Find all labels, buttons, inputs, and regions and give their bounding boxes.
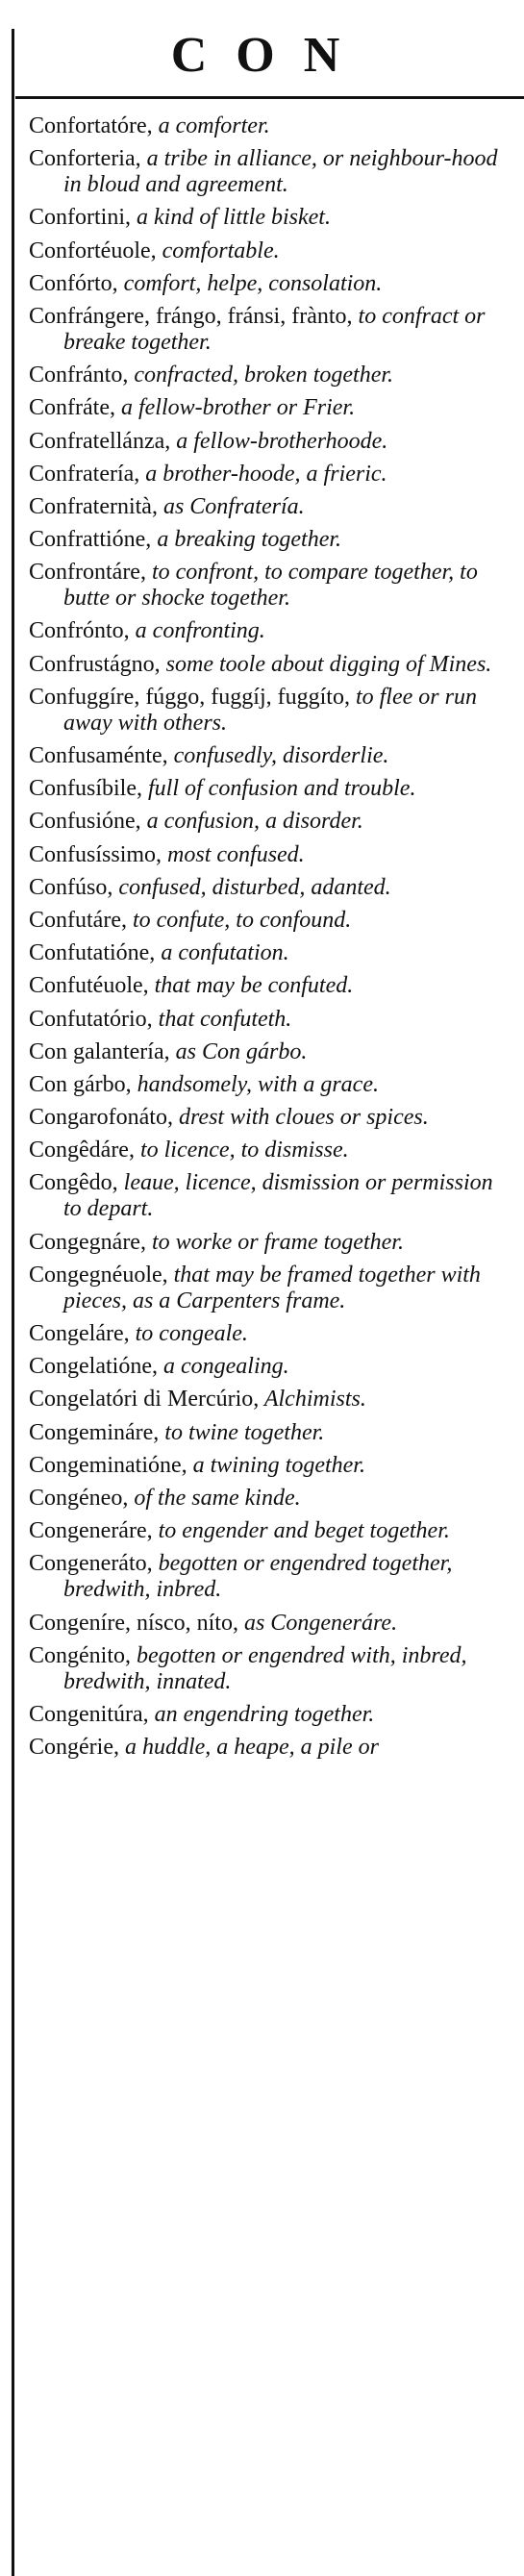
running-head: CON (170, 28, 369, 83)
entry-definition: a fellow-brother or Frier. (114, 395, 356, 421)
dictionary-entry (29, 908, 514, 934)
dictionary-entry (29, 1354, 514, 1380)
dictionary-entry (29, 1007, 514, 1033)
entry-headword: Confúso, (29, 874, 113, 900)
entry-headword: Confortéuole, (29, 238, 157, 263)
dictionary-entry (29, 685, 514, 737)
entry-definition: full of confusion and trouble. (142, 776, 416, 802)
entry-headword: Confratería, (29, 461, 140, 487)
entry-headword: Conforteria, (29, 146, 141, 172)
entry-definition: handsomely, with a grace. (131, 1071, 379, 1097)
entry-definition: a comforter. (152, 113, 270, 138)
entry-headword: Confortini, (29, 205, 131, 231)
entry-headword: Congeneráto, (29, 1551, 153, 1577)
entry-headword: Confórto, (29, 270, 118, 296)
entry-definition: that may be framed together with pieces, as a Carpenters frame. (63, 1262, 481, 1313)
dictionary-entry (29, 1735, 514, 1761)
entry-definition: confracted, broken together. (128, 363, 394, 388)
entry-headword: Confutatióne, (29, 940, 156, 966)
entry-definition: as Con gárbo. (169, 1038, 308, 1064)
dictionary-entry (29, 1643, 514, 1695)
dictionary-entry (29, 238, 514, 264)
dictionary-entry (29, 618, 514, 644)
entry-headword: Congarofonáto, (29, 1105, 173, 1131)
entry-headword: Congegnáre, (29, 1229, 146, 1255)
dictionary-entry (29, 940, 514, 966)
entry-definition: a confusion, a disorder. (140, 809, 363, 835)
dictionary-entry (29, 1387, 514, 1413)
dictionary-entry (29, 1551, 514, 1603)
entry-headword: Congeláre, (29, 1321, 130, 1346)
entry-definition: leaue, licence, dismission or permission to depart. (63, 1170, 493, 1222)
dictionary-entry (29, 743, 514, 769)
entry-definition: begotten or engendred together, bredwith, inbred. (63, 1551, 453, 1603)
entry-headword: Congelatóri di Mercúrio, (29, 1387, 260, 1413)
dictionary-entry (29, 1039, 514, 1065)
entry-definition: an engendring together. (148, 1701, 375, 1727)
dictionary-entry (29, 1105, 514, 1131)
dictionary-entry (29, 842, 514, 868)
dictionary-entry (29, 1453, 514, 1479)
entry-definition: comfort, helpe, consolation. (117, 270, 383, 296)
entry-definition: a congealing. (157, 1354, 289, 1380)
dictionary-entry (29, 113, 514, 139)
dictionary-entry (29, 1702, 514, 1728)
entry-definition: comfortable. (156, 238, 280, 263)
dictionary-entry (29, 1611, 514, 1637)
entry-headword: Confusíbile, (29, 776, 142, 802)
entry-definition: to confute, to confound. (126, 907, 352, 933)
entry-definition: to confront, to compare together, to butte or shocke together. (63, 560, 478, 612)
dictionary-entry (29, 271, 514, 297)
dictionary-entry (29, 973, 514, 999)
entry-definition: to congeale. (129, 1321, 248, 1346)
entry-definition: confusedly, disorderlie. (167, 743, 389, 768)
entry-headword: Congeníre, nísco, níto, (29, 1610, 238, 1636)
entry-definition: a confutation. (155, 940, 289, 966)
entry-headword: Confrontáre, (29, 560, 146, 586)
entry-definition: a twining together. (187, 1452, 365, 1478)
entry-headword: Confratellánza, (29, 428, 171, 454)
entry-headword: Confrattióne, (29, 527, 152, 553)
entry-definition: that may be confuted. (148, 973, 354, 999)
left-column-rule (12, 29, 14, 2576)
entry-headword: Congérie, (29, 1735, 119, 1761)
dictionary-entry (29, 1170, 514, 1222)
entry-definition: as Congeneráre. (237, 1610, 398, 1636)
entry-headword: Congegnéuole, (29, 1262, 168, 1288)
entry-headword: Congêdáre, (29, 1138, 135, 1163)
entry-definition: to twine together. (159, 1419, 325, 1445)
dictionary-entry (29, 1518, 514, 1544)
dictionary-entry (29, 205, 514, 231)
entry-headword: Confusíssimo, (29, 841, 162, 867)
entry-definition: a brother-hoode, a frieric. (139, 461, 387, 487)
entry-headword: Confusaménte, (29, 743, 168, 768)
dictionary-entry (29, 1321, 514, 1347)
entry-definition: of the same kinde. (128, 1485, 301, 1511)
header-rule (15, 96, 524, 99)
dictionary-entry (29, 304, 514, 356)
entry-list (29, 113, 514, 1767)
entry-definition: that confuteth. (152, 1006, 292, 1032)
entry-headword: Confutéuole, (29, 973, 149, 999)
entry-headword: Congelatióne, (29, 1354, 158, 1380)
entry-definition: to engender and beget together. (152, 1518, 450, 1544)
dictionary-entry (29, 1072, 514, 1098)
dictionary-entry (29, 1138, 514, 1163)
entry-definition: Alchimists. (259, 1387, 366, 1413)
dictionary-entry (29, 1420, 514, 1446)
dictionary-entry (29, 462, 514, 488)
entry-headword: Con gárbo, (29, 1071, 132, 1097)
entry-definition: a breaking together. (151, 527, 342, 553)
entry-definition: as Confratería. (157, 493, 305, 519)
entry-headword: Confráte, (29, 395, 115, 421)
entry-headword: Congéneo, (29, 1485, 129, 1511)
entry-headword: Confortatóre, (29, 113, 153, 138)
entry-headword: Confránto, (29, 363, 129, 388)
dictionary-entry (29, 1486, 514, 1512)
entry-definition: drest with cloues or spices. (172, 1105, 429, 1131)
entry-headword: Confrángere, frángo, fránsi, frànto, (29, 303, 353, 329)
entry-headword: Congêdo, (29, 1170, 118, 1196)
entry-definition: begotten or engendred with, inbred, bredwith, innated. (63, 1642, 467, 1694)
entry-headword: Confusióne, (29, 809, 141, 835)
entry-definition: a huddle, a heape, a pile or (118, 1735, 379, 1761)
entry-definition: some toole about digging of Mines. (160, 651, 492, 677)
dictionary-entry (29, 1263, 514, 1314)
entry-headword: Congemináre, (29, 1419, 160, 1445)
entry-definition: to licence, to dismisse. (134, 1138, 349, 1163)
entry-definition: a fellow-brotherhoode. (170, 428, 388, 454)
entry-definition: to flee or run away with others. (63, 684, 477, 736)
entry-headword: Congeneráre, (29, 1518, 153, 1544)
entry-definition: a confronting. (129, 618, 265, 644)
entry-headword: Congeminatióne, (29, 1452, 187, 1478)
dictionary-entry (29, 809, 514, 835)
entry-definition: a kind of little bisket. (131, 205, 331, 231)
entry-definition: most confused. (162, 841, 305, 867)
page-header (15, 0, 524, 104)
entry-definition: to confract or breake together. (63, 303, 486, 355)
entry-headword: Confraternità, (29, 493, 158, 519)
entry-definition: a tribe in alliance, or neighbour-hood in bloud and agreement. (63, 146, 498, 198)
dictionary-entry (29, 1230, 514, 1256)
entry-headword: Confrónto, (29, 618, 130, 644)
dictionary-entry (29, 875, 514, 901)
dictionary-entry (29, 363, 514, 388)
dictionary-entry (29, 652, 514, 678)
entry-headword: Confutáre, (29, 907, 127, 933)
entry-headword: Confutatório, (29, 1006, 153, 1032)
entry-headword: Confuggíre, fúggo, fuggíj, fuggíto, (29, 684, 350, 710)
dictionary-entry (29, 494, 514, 520)
entry-headword: Confrustágno, (29, 651, 161, 677)
entry-headword: Con galantería, (29, 1038, 170, 1064)
dictionary-entry (29, 146, 514, 198)
entry-definition: to worke or frame together. (145, 1229, 404, 1255)
dictionary-entry (29, 560, 514, 612)
entry-headword: Congenitúra, (29, 1701, 149, 1727)
dictionary-entry (29, 776, 514, 802)
dictionary-entry (29, 429, 514, 455)
entry-definition: confused, disturbed, adanted. (112, 874, 391, 900)
dictionary-entry (29, 527, 514, 553)
dictionary-entry (29, 395, 514, 421)
entry-headword: Congénito, (29, 1642, 131, 1668)
